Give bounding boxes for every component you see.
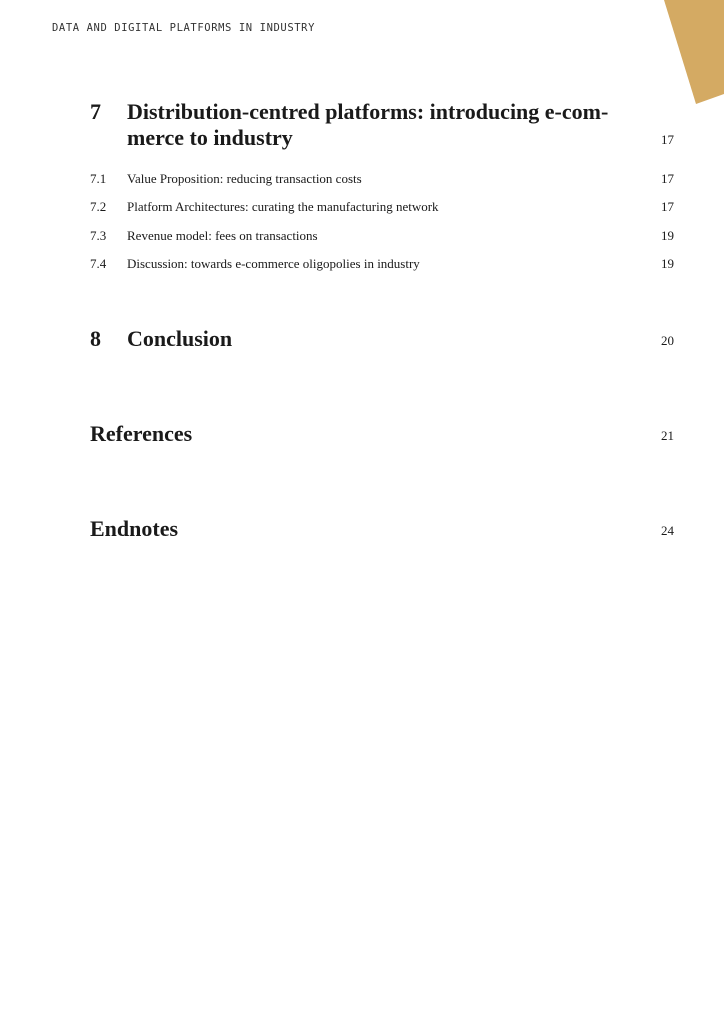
section-number: 7.4 — [90, 256, 107, 271]
section-title: Discussion: towards e-commerce oligopolies in industry — [127, 256, 420, 271]
running-header: DATA AND DIGITAL PLATFORMS IN INDUSTRY — [52, 22, 316, 34]
toc-section-7-2[interactable] — [90, 198, 674, 216]
chapter-title-line-1: Distribution-centred platforms: introducing e-com- — [127, 99, 609, 124]
toc-section-7-4[interactable] — [90, 255, 674, 273]
chapter-page-number: 21 — [661, 428, 674, 443]
section-page-number: 19 — [661, 256, 674, 271]
chapter-page-number: 20 — [661, 333, 674, 348]
section-page-number: 17 — [661, 171, 674, 186]
section-number: 7.3 — [90, 228, 107, 243]
section-title: Platform Architectures: curating the manufacturing network — [127, 199, 439, 214]
chapter-number: 7 — [90, 99, 101, 124]
section-number: 7.2 — [90, 199, 107, 214]
section-title: Value Proposition: reducing transaction costs — [127, 171, 362, 186]
chapter-number: 8 — [90, 326, 101, 351]
chapter-title: References — [90, 421, 193, 446]
chapter-title: Conclusion — [127, 326, 233, 351]
section-page-number: 19 — [661, 228, 674, 243]
section-page-number: 17 — [661, 199, 674, 214]
chapter-title-line-2: merce to industry — [127, 125, 293, 150]
toc-section-7-1[interactable] — [90, 170, 674, 188]
chapter-page-number: 17 — [661, 132, 674, 147]
toc-section-7-3[interactable] — [90, 227, 674, 245]
section-title: Revenue model: fees on transactions — [127, 228, 318, 243]
chapter-title: Endnotes — [90, 516, 179, 541]
chapter-page-number: 24 — [661, 523, 674, 538]
corner-accent-shape — [664, 0, 724, 104]
section-number: 7.1 — [90, 171, 107, 186]
